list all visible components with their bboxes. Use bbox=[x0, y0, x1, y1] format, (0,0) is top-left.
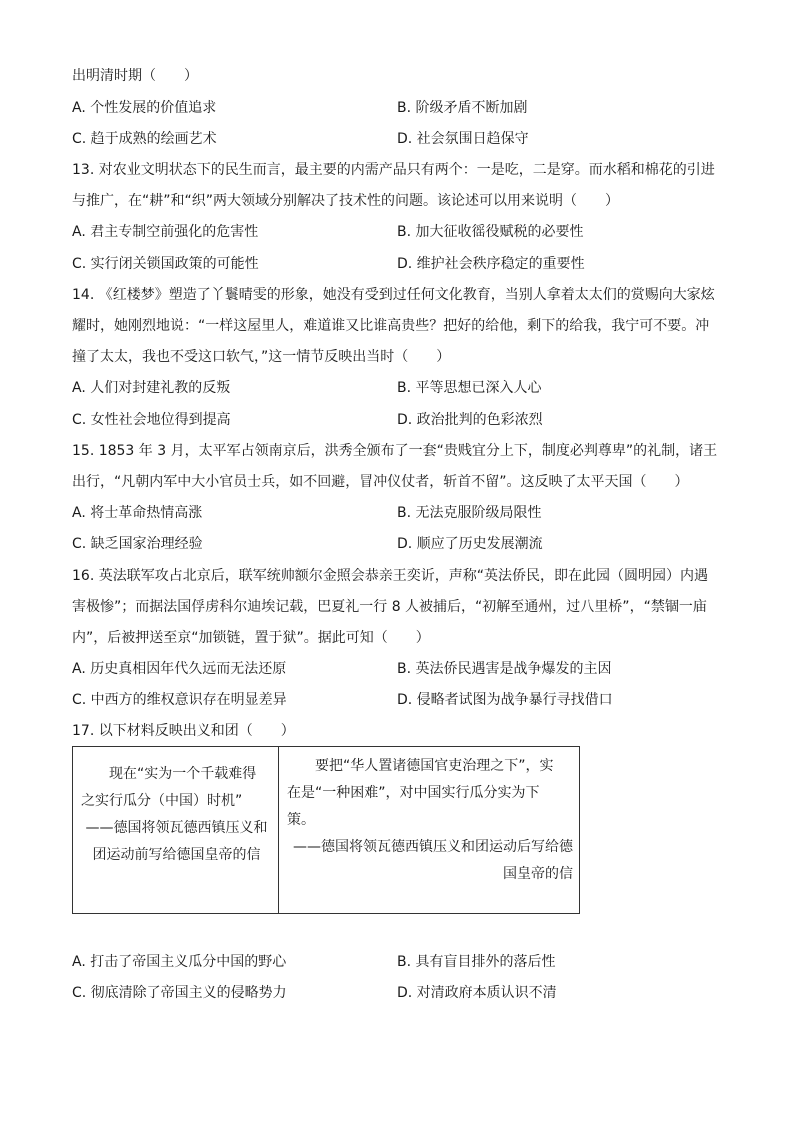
q14-option-d: D. 政治批判的色彩浓烈 bbox=[397, 412, 543, 428]
q16-stem-line-1: 16. 英法联军攻占北京后，联军统帅额尔金照会恭亲王奕䜣，声称“英法侨民，即在此园（圆明园）内遇 bbox=[72, 568, 708, 584]
q17-left-quote-line-2: 之实行瓜分（中国）时机” bbox=[81, 793, 243, 809]
q16-stem-line-3: 内”，后被押送至京“加锁链，置于狱”。据此可知（ ） bbox=[72, 630, 430, 646]
q12-option-b: B. 阶级矛盾不断加剧 bbox=[397, 100, 528, 116]
q13-stem-line-2: 与推广，在“耕”和“织”两大领域分别解决了技术性的问题。该论述可以用来说明（ ） bbox=[72, 193, 620, 209]
q17-material-left-cell bbox=[73, 747, 279, 913]
q17-left-source-line-1: ——德国将领瓦德西镇压义和 bbox=[85, 820, 268, 836]
q17-stem: 17. 以下材料反映出义和团（ ） bbox=[72, 723, 295, 739]
q17-right-quote-line-1: 要把“华人置诸德国官吏治理之下”，实 bbox=[315, 758, 554, 774]
q17-material-right-cell bbox=[279, 747, 579, 913]
q17-right-source-line-2: 国皇帝的信 bbox=[503, 866, 573, 882]
q17-left-source-line-2: 团运动前写给德国皇帝的信 bbox=[92, 847, 261, 863]
q12-stem-tail: 出明清时期（ ） bbox=[72, 68, 198, 84]
q12-option-d: D. 社会氛围日趋保守 bbox=[397, 131, 529, 147]
q16-option-a: A. 历史真相因年代久远而无法还原 bbox=[72, 661, 287, 677]
q13-option-a: A. 君主专制空前强化的危害性 bbox=[72, 224, 259, 240]
q17-right-source-line-1: ——德国将领瓦德西镇压义和团运动后写给德 bbox=[293, 839, 573, 855]
q14-stem-line-1: 14. 《红楼梦》塑造了丫鬟晴雯的形象，她没有受到过任何文化教育，当别人拿着太太们的赏赐向大家炫 bbox=[72, 287, 715, 303]
q17-option-b: B. 具有盲目排外的落后性 bbox=[397, 954, 556, 970]
q13-stem-line-1: 13. 对农业文明状态下的民生而言，最主要的内需产品只有两个：一是吃，二是穿。而水稻和棉花的引进 bbox=[72, 162, 715, 178]
q13-option-c: C. 实行闭关锁国政策的可能性 bbox=[72, 256, 259, 272]
q17-right-quote-line-3: 策。 bbox=[287, 812, 315, 828]
q17-left-quote-line-1: 现在“实为一个千载难得 bbox=[109, 766, 257, 782]
q14-stem-line-2: 耀时，她刚烈地说：“一样这屋里人，难道谁又比谁高贵些？把好的给他，剩下的给我，我宁可不要。冲 bbox=[72, 318, 710, 334]
q14-option-b: B. 平等思想已深入人心 bbox=[397, 380, 542, 396]
q13-option-d: D. 维护社会秩序稳定的重要性 bbox=[397, 256, 585, 272]
q16-option-d: D. 侵略者试图为战争暴行寻找借口 bbox=[397, 692, 613, 708]
q14-stem-line-3: 撞了太太，我也不受这口软气，”这一情节反映出当时（ ） bbox=[72, 349, 451, 365]
q17-option-c: C. 彻底清除了帝国主义的侵略势力 bbox=[72, 985, 287, 1001]
q17-option-a: A. 打击了帝国主义瓜分中国的野心 bbox=[72, 954, 287, 970]
q17-right-quote-line-2: 在是“一种困难”，对中国实行瓜分实为下 bbox=[287, 785, 540, 801]
q15-option-a: A. 将士革命热情高涨 bbox=[72, 505, 203, 521]
q16-stem-line-2: 害极惨”；而据法国俘虏科尔迪埃记载，巴夏礼一行 8 人被捕后，“初解至通州，过八里桥”，“禁锢一庙 bbox=[72, 599, 707, 615]
q15-stem-line-1: 15. 1853 年 3 月，太平军占领南京后，洪秀全颁布了一套“贵贱宜分上下，制度必判尊卑”的礼制，诸王 bbox=[72, 443, 718, 459]
q13-option-b: B. 加大征收徭役赋税的必要性 bbox=[397, 224, 584, 240]
q15-option-b: B. 无法克服阶级局限性 bbox=[397, 505, 542, 521]
q17-option-d: D. 对清政府本质认识不清 bbox=[397, 985, 557, 1001]
q17-material-table bbox=[72, 746, 580, 914]
q12-option-c: C. 趋于成熟的绘画艺术 bbox=[72, 131, 217, 147]
q15-stem-line-2: 出行，“凡朝内军中大小官员士兵，如不回避，冒冲仪仗者，斩首不留”。这反映了太平天国（ ） bbox=[72, 474, 689, 490]
q14-option-c: C. 女性社会地位得到提高 bbox=[72, 412, 231, 428]
q14-option-a: A. 人们对封建礼教的反叛 bbox=[72, 380, 231, 396]
q16-option-c: C. 中西方的维权意识存在明显差异 bbox=[72, 692, 287, 708]
q15-option-c: C. 缺乏国家治理经验 bbox=[72, 536, 203, 552]
q12-option-a: A. 个性发展的价值追求 bbox=[72, 100, 217, 116]
q15-option-d: D. 顺应了历史发展潮流 bbox=[397, 536, 543, 552]
q16-option-b: B. 英法侨民遇害是战争爆发的主因 bbox=[397, 661, 612, 677]
